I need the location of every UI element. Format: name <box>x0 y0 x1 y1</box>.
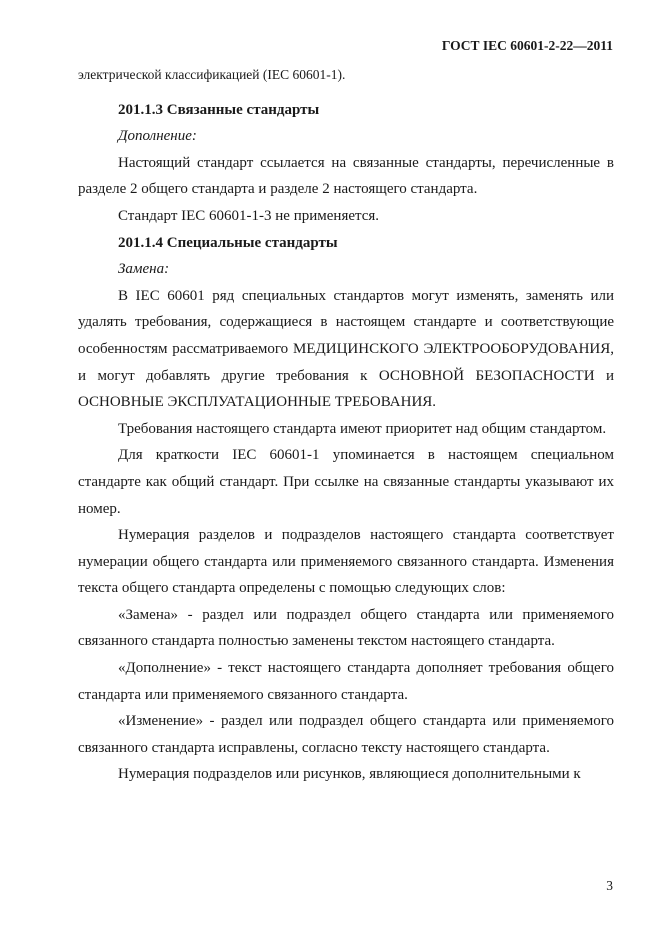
paragraph: «Дополнение» - текст настоящего стандарта дополняет требования общего стандарта или применяемого связанного стандарта. <box>78 660 614 703</box>
section-heading: 201.1.3 Связанные стандарты <box>118 101 320 118</box>
paragraph: «Изменение» - раздел или подраздел общего стандарта или применяемого связанного стандарта исправлены, согласно тексту настоящего стандарта. <box>78 713 614 756</box>
section-heading: 201.1.4 Специальные стандарты <box>118 234 338 251</box>
italic-note: Замена: <box>118 261 170 278</box>
paragraph: электрической классификацией (IEC 60601-1). <box>78 67 346 82</box>
paragraph: «Замена» - раздел или подраздел общего стандарта или применяемого связанного стандарта полностью заменены текстом настоящего стандарта. <box>78 606 614 650</box>
paragraph: В IEC 60601 ряд специальных стандартов могут изменять, заменять или удалять требования, содержащиеся в настоящем стандарте и соответствующие особенностям рассматриваемого МЕДИЦИНСКОГО ЭЛЕКТРООБОРУДОВАНИЯ, и могут добавлять другие требования к ОСНОВНОЙ БЕЗОПАСНОСТИ и ОСНОВНЫЕ ЭКСПЛУАТАЦИОННЫЕ ТРЕБОВАНИЯ. <box>78 287 614 411</box>
paragraph: Требования настоящего стандарта имеют приоритет над общим стандартом. <box>118 420 607 437</box>
paragraph: Нумерация разделов и подразделов настоящего стандарта соответствует нумерации общего стандарта или применяемого связанного стандарта. Изменения текста общего стандарта определены с помощью следующих слов: <box>78 527 614 597</box>
paragraph: Для краткости IEC 60601-1 упоминается в настоящем специальном стандарте как общий стандарт. При ссылке на связанные стандарты указывают их номер. <box>78 447 614 517</box>
paragraph: Нумерация подразделов или рисунков, являющиеся дополнительными к <box>118 766 581 783</box>
page-number: 3 <box>606 878 613 893</box>
paragraph: Настоящий стандарт ссылается на связанные стандарты, перечисленные в разделе 2 общего стандарта и разделе 2 настоящего стандарта. <box>78 154 614 198</box>
italic-note: Дополнение: <box>118 128 197 145</box>
document-header: ГОСТ IEC 60601-2-22—2011 <box>441 38 613 53</box>
paragraph: Стандарт IEC 60601-1-3 не применяется. <box>118 207 380 224</box>
document-body <box>78 62 614 788</box>
